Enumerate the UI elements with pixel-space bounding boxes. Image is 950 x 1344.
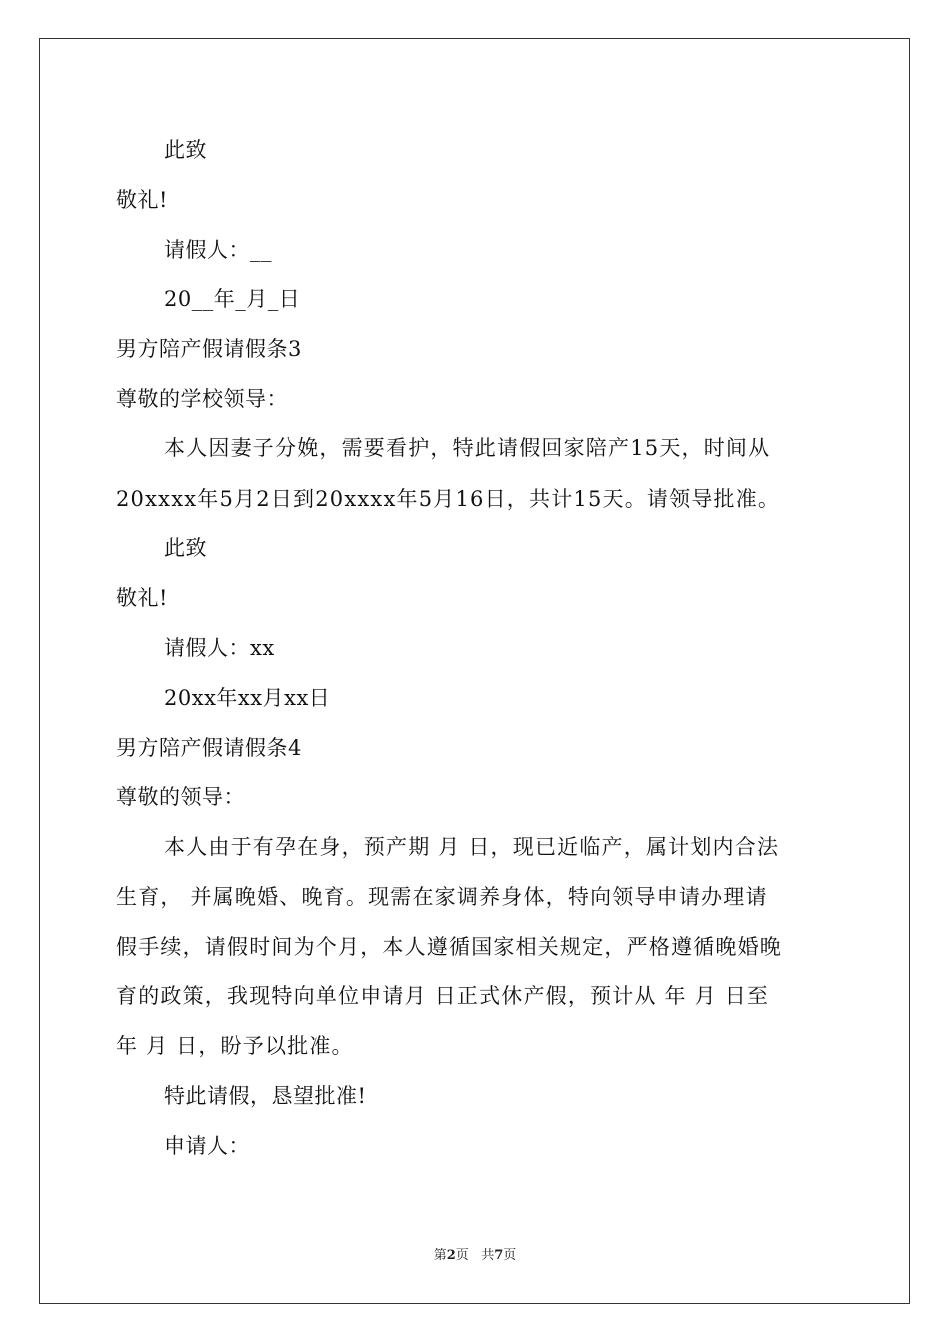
- page-footer: [0, 1247, 950, 1265]
- body-paragraph-line: 年 月 日，盼予以批准。: [116, 1034, 354, 1058]
- footer-total-number: 7: [494, 1248, 504, 1263]
- footer-page-suffix: 页: [455, 1248, 469, 1263]
- closing-ci-zhi: 此致: [164, 536, 207, 560]
- body-paragraph-line: 本人由于有孕在身，预产期 月 日，现已近临产，属计划内合法: [164, 835, 780, 859]
- body-paragraph-line: 假手续，请假时间为个月，本人遵循国家相关规定，严格遵循晚婚晚: [116, 935, 782, 959]
- applicant-signature-line: 申请人：: [164, 1134, 250, 1158]
- footer-total-suffix: 页: [503, 1248, 517, 1263]
- section-title-4: 男方陪产假请假条4: [116, 736, 302, 760]
- page-frame: [39, 38, 910, 1304]
- body-paragraph-line: 20xxxx年5月2日到20xxxx年5月16日，共计15天。请领导批准。: [116, 487, 781, 511]
- closing-jing-li: 敬礼!: [116, 586, 168, 610]
- body-paragraph-line: 本人因妻子分娩，需要看护，特此请假回家陪产15天，时间从: [164, 436, 771, 460]
- closing-jing-li: 敬礼!: [116, 188, 168, 212]
- footer-page-prefix: 第: [433, 1248, 447, 1263]
- salutation: 尊敬的领导：: [116, 785, 245, 809]
- applicant-line: 请假人：__: [164, 238, 272, 262]
- body-paragraph-line: 育的政策，我现特向单位申请月 日正式休产假，预计从 年 月 日至: [116, 984, 770, 1008]
- date-line: 20xx年xx月xx日: [164, 686, 331, 710]
- applicant-line: 请假人：xx: [164, 636, 275, 660]
- footer-page-number: 2: [446, 1248, 456, 1263]
- body-paragraph-line: 生育， 并属晚婚、晚育。现需在家调养身体，特向领导申请办理请: [116, 885, 768, 909]
- footer-total-prefix: 共: [481, 1248, 495, 1263]
- section-title-3: 男方陪产假请假条3: [116, 337, 302, 361]
- closing-ci-zhi: 此致: [164, 138, 207, 162]
- request-closing: 特此请假，恳望批准!: [164, 1084, 367, 1108]
- date-line: 20__年_月_日: [164, 287, 301, 311]
- salutation: 尊敬的学校领导：: [116, 387, 288, 411]
